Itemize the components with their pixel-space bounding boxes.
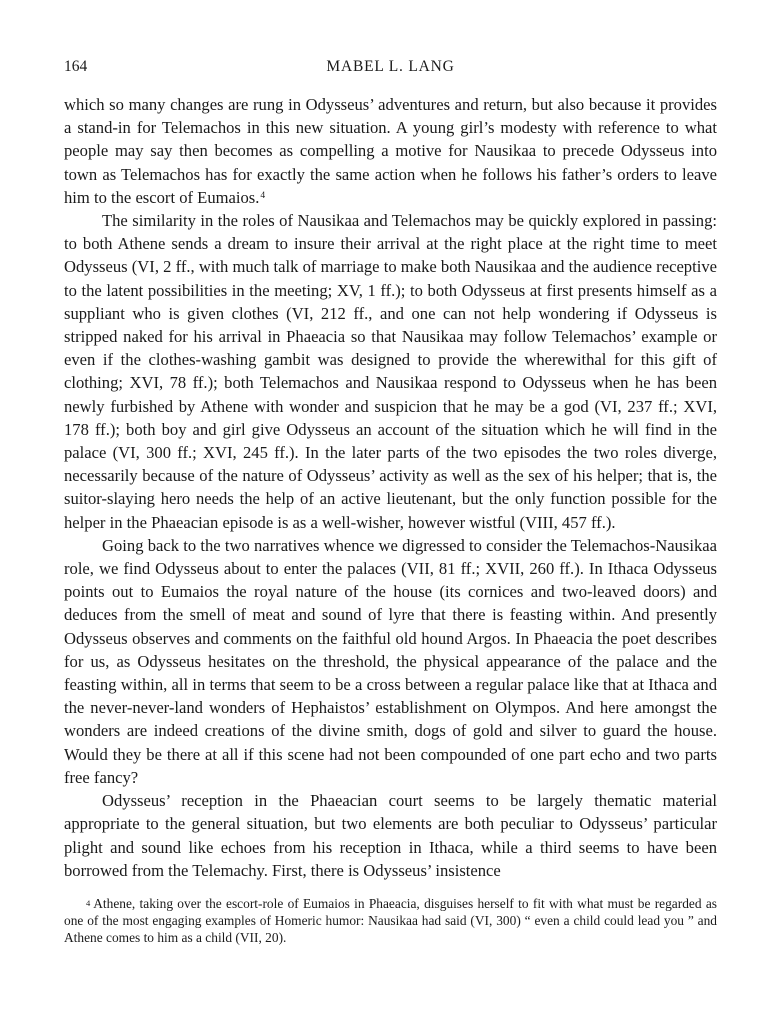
paragraph-3: Going back to the two narratives whence we digressed to consider the Telemachos-Nausikaa role, we find Odysseus about to enter the palaces (VII, 81 ff.; XVII, 260 ff.). In Ithaca Odysseus points out to Eumaios the royal nature of the house (its cornices and two-leaved doors) and deduces from the smell of meat and sound of lyre that there is feasting within. And presently Odysseus observes and comments on the faithful old hound Argos. In Phaeacia the poet describes for us, as Odysseus hesitates on the threshold, the physical appearance of the palace and the feasting within, all in terms that seem to be a cross between a regular palace like that at Ithaca and the never-never-land wonders of Hephaistos’ establishment on Olympos. And here amongst the wonders are indeed creations of the divine smith, dogs of gold and silver to guard the house. Would they be there at all if this scene had not been compounded of one part echo and two parts free fancy? (64, 535, 717, 787)
footnote-4 (64, 896, 717, 946)
page (64, 58, 717, 946)
paragraph-1-text: which so many changes are rung in Odysseus’ adventures and return, but also because it provides a stand-in for Telemachos in this new situation. A young girl’s modesty with reference to what people may say then becomes as compelling a motive for Nausikaa to precede Odysseus into town as Telemachos has for exactly the same action when he follows his father’s orders to leave him to the escort of Eumaios. (64, 95, 717, 207)
paragraph-2: The similarity in the roles of Nausikaa and Telemachos may be quickly explored in passing: to both Athene sends a dream to insure their arrival at the right place at the right time to meet Odysseus (VI, 2 ff., with much talk of marriage to make both Nausikaa and the audience receptive to the latent possibilities in the meeting; XV, 1 ff.); to both Odysseus at first presents himself as a suppliant who is given clothes (VI, 212 ff., and one can not help wondering if Odysseus is stripped naked for his arrival in Phaeacia so that Nausikaa may follow Telemachos’ example or even if the clothes-washing gambit was designed to provide the wherewithal for this gift of clothing; XVI, 78 ff.); both Telemachos and Nausikaa respond to Odysseus when he has been newly furbished by Athene with wonder and suspicion that he may be a god (VI, 237 ff.; XVI, 178 ff.); both boy and girl give Odysseus an account of the situation which he will find in the palace (VI, 300 ff.; XVI, 245 ff.). In the later parts of the two episodes the two roles diverge, necessarily because of the nature of Odysseus’ activity as well as the sex of his helper; that is, the suitor-slaying hero needs the help of an active lieutenant, but the only function possible for the helper in the Phaeacian episode is as a well-wisher, however wistful (VIII, 457 ff.). (64, 211, 717, 532)
footnote-mark: 4 (86, 897, 91, 908)
body-text (64, 93, 717, 882)
footnotes (64, 896, 717, 946)
running-head-author: MABEL L. LANG (326, 58, 455, 75)
running-head (64, 58, 717, 82)
page-number: 164 (64, 58, 88, 75)
footnote-reference: 4 (260, 190, 266, 201)
paragraph-1 (64, 93, 717, 209)
paragraph-4: Odysseus’ reception in the Phaeacian court seems to be largely thematic material appropriate to the general situation, but two elements are both peculiar to Odysseus’ particular plight and sound like echoes from his reception in Ithaca, while a third seems to have been borrowed from the Telemachy. First, there is Odysseus’ insistence (64, 791, 717, 880)
footnote-text: Athene, taking over the escort-role of Eumaios in Phaeacia, disguises herself to fit with what must be regarded as one of the most engaging examples of Homeric humor: Nausikaa had said (VI, 300) “ even a child could lead you ” and Athene comes to him as a child (VII, 20). (64, 895, 717, 945)
